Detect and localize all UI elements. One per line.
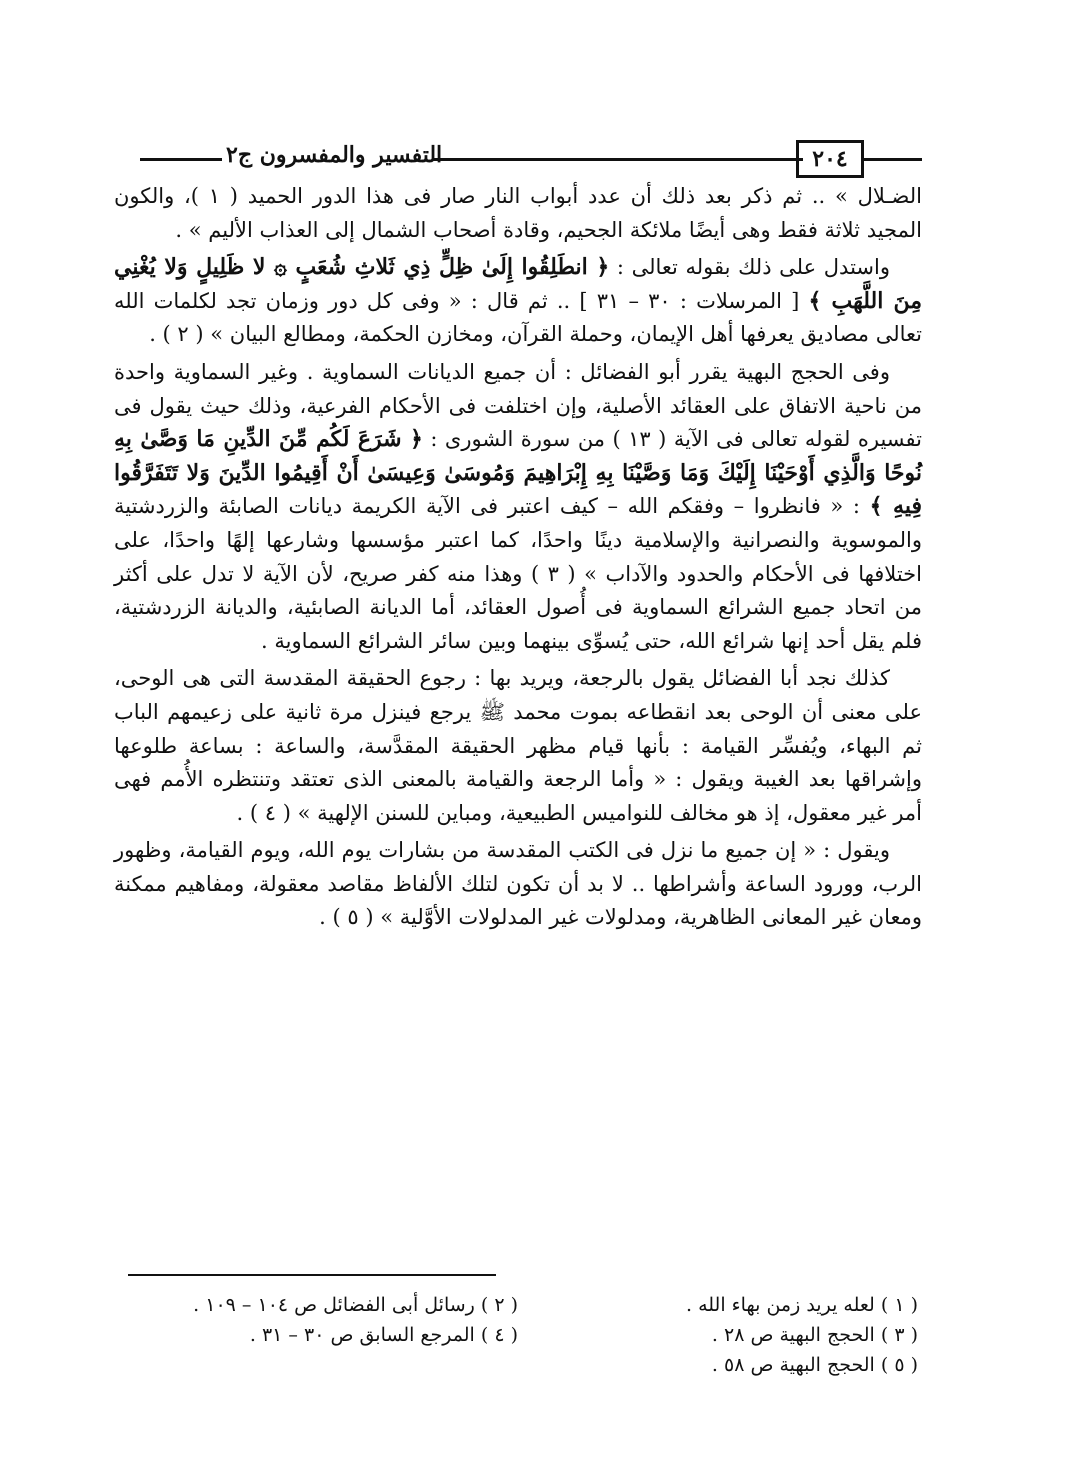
paragraph-text: واستدل على ذلك بقوله تعالى : [609, 255, 890, 280]
book-page [114, 140, 923, 1376]
footnote-separator [128, 1274, 496, 1276]
paragraph-text: الضـلال » .. ثم ذكر بعد ذلك أن عدد أبواب النار صار فى هذا الدور الحميد ( ١ )، والكون المجيد ثلاثة فقط وهى أيضًا ملائكة الجحيم، وقادة أصحاب الشمال إلى العذاب الأليم » . [114, 184, 922, 242]
paragraph-text: كذلك نجد أبا الفضائل يقول بالرجعة، ويريد بها : رجوع الحقيقة المقدسة التى هى الوحى، على معنى أن الوحى بعد انقطاعه بموت محمد ﷺ يرجع فينزل مرة ثانية على زعيمهم الباب ثم البهاء، ويُفسِّر القيامة : بأنها قيام مظهر الحقيقة المقدَّسة، والساعة : بساعة طلوعها وإشراقها بعد الغيبة ويقول : « وأما الرجعة والقيامة بالمعنى الذى تعتقد وتنتظره الأُمم فهى أمر غير معقول، إذ هو مخالف للنواميس الطبيعية، ومباين للسنن الإلهية » ( ٤ ) . [114, 666, 922, 825]
footnote-3: ( ٣ ) الحجج البهية ص ٢٨ . [711, 1324, 918, 1346]
main-text [114, 180, 922, 939]
footnote-row [118, 1290, 918, 1320]
paragraph-text: [ المرسلات : ٣٠ – ٣١ ] .. ثم قال : « وفى كل دور وزمان تجد لكلمات الله تعالى مصاديق يعرفها أهل الإيمان، وحملة القرآن، ومخازن الحكمة، ومطالع البيان » ( ٢ ) . [114, 288, 922, 347]
header-rule-middle [433, 158, 803, 161]
paragraph-4 [114, 662, 922, 830]
footnote-1: ( ١ ) لعله يريد زمن بهاء الله . [686, 1294, 918, 1316]
paragraph-text: : « فانظروا – وفقكم الله – كيف اعتبر فى الآية الكريمة ديانات الصابئة والزردشتية والموسوية والنصرانية والإسلامية دينًا واحدًا، كما اعتبر مؤسسها وشارعها إلهًا واحدًا، على اختلافها فى الأحكام والحدود والآداب » ( ٣ ) وهذا منه كفر صريح، لأن الآية لا تدل على أكثر من اتحاد جميع الشرائع السماوية فى أُصول العقائد، أما الديانة الصابئية، والديانة الزردشتية، فلم يقل أحد إنها شرائع الله، حتى يُسوِّى بينهما وبين سائر الشرائع السماوية . [114, 494, 922, 653]
paragraph-text: وفى الحجج البهية يقرر أبو الفضائل : أن جميع الديانات السماوية . وغير السماوية واحدة من ناحية الاتفاق على العقائد الأصلية، وإن اختلفت فى الأحكام الفرعية، وذلك حيث يقول فى تفسيره لقوله تعالى فى الآية ( ١٣ ) من سورة الشورى : [114, 359, 923, 452]
footnote-2: ( ٢ ) رسائل أبى الفضائل ص ١٠٤ – ١٠٩ . [193, 1294, 518, 1316]
paragraph-3 [114, 356, 922, 658]
paragraph-5 [114, 834, 922, 935]
quran-verse: ﴿ شَرَعَ لَكُم مِّنَ الدِّينِ مَا وَصَّىٰ بِهِ نُوحًا وَالَّذِي أَوْحَيْنَا إِلَيْكَ وَمَا وَصَّيْنَا بِهِ إِبْرَاهِيمَ وَمُوسَىٰ وَعِيسَىٰ أَنْ أَقِيمُوا الدِّينَ وَلا تَتَفَرَّقُوا فِيهِ ﴾ [114, 426, 922, 520]
footnote-row [118, 1320, 918, 1350]
paragraph-2 [114, 251, 922, 352]
header-rule-right [862, 158, 922, 161]
footnote-4: ( ٤ ) المرجع السابق ص ٣٠ – ٣١ . [249, 1324, 518, 1346]
page-header [118, 140, 918, 184]
footnotes [118, 1290, 918, 1380]
running-title: التفسير والمفسرون ج٢ [226, 142, 443, 168]
footnote-empty [118, 1350, 518, 1380]
footnote-5: ( ٥ ) الحجج البهية ص ٥٨ . [711, 1354, 918, 1376]
page-number: ٢٠٤ [796, 140, 864, 178]
paragraph-1 [114, 180, 922, 247]
footnote-row [118, 1350, 918, 1380]
quran-verse: ﴿ انطَلِقُوا إِلَىٰ ظِلٍّ ذِي ثَلاثِ شُعَبٍ ۞ لا ظَلِيلٍ وَلا يُغْنِي مِنَ اللَّهَبِ ﴾ [114, 254, 922, 314]
header-rule-left [140, 158, 222, 161]
paragraph-text: ويقول : « إن جميع ما نزل فى الكتب المقدسة من بشارات يوم الله، ويوم القيامة، وظهور الرب، وورود الساعة وأشراطها .. لا بد أن تكون لتلك الألفاظ مقاصد معقولة، ومفاهيم ممكنة ومعان غير المعانى الظاهرية، ومدلولات غير المدلولات الأوَّلية » ( ٥ ) . [114, 838, 922, 930]
